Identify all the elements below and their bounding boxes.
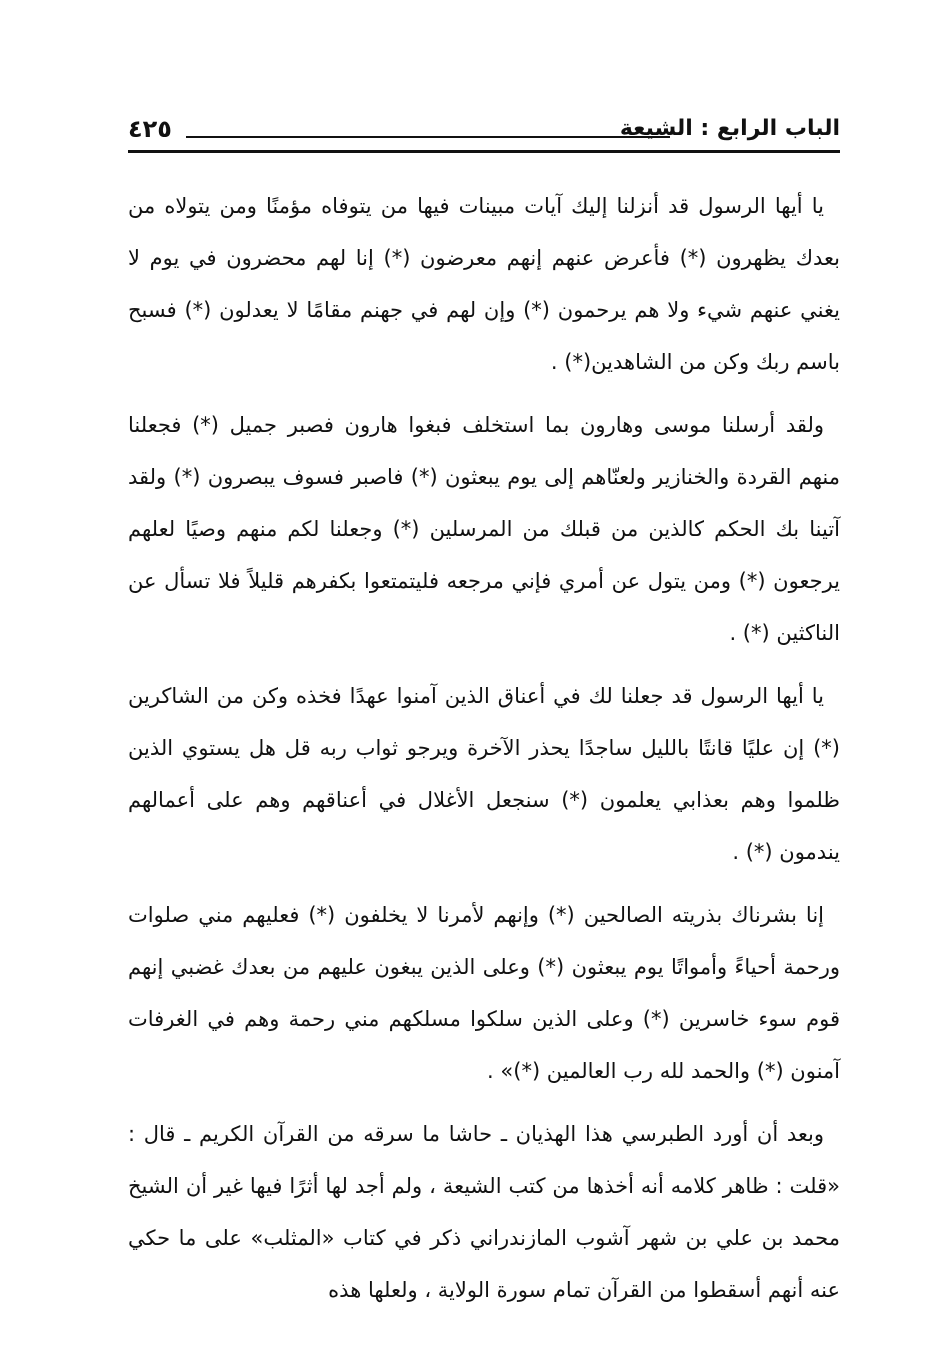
paragraph [128,889,840,1097]
paragraph-text: يا أيها الرسول قد جعلنا لك في أعناق الذين آمنوا عهدًا فخذه وكن من الشاكرين (*) إن عليًا قانتًا بالليل ساجدًا يحذر الآخرة ويرجو ثواب ربه قل هل يستوي الذين ظلموا وهم بعذابي يعلمون (*) سنجعل الأغلال في أعناقهم وهم على أعمالهم يندمون (*) . [128,684,840,864]
paragraph [128,180,840,388]
paragraph-text: وبعد أن أورد الطبرسي هذا الهذيان ـ حاشا ما سرقه من القرآن الكريم ـ قال : «قلت : ظاهر كلامه أنه أخذها من كتب الشيعة ، ولم أجد لها أثرًا فيها غير أن الشيخ محمد بن علي بن شهر آشوب المازندراني ذكر في كتاب «المثلب» على ما حكي عنه أنهم أسقطوا من القرآن تمام سورة الولاية ، ولعلها هذه [128,1122,840,1302]
paragraph [128,670,840,878]
chapter-title: الباب الرابع : الشيعة [619,116,840,141]
paragraph-text: يا أيها الرسول قد أنزلنا إليك آيات مبينات فيها من يتوفاه مؤمنًا ومن يتولاه من بعدك يظهرون (*) فأعرض عنهم إنهم معرضون (*) إنا لهم محضرون في يوم لا يغني عنهم شيء ولا هم يرحمون (*) وإن لهم في جهنم مقامًا لا يعدلون (*) فسبح باسم ربك وكن من الشاهدين(*) . [128,194,840,374]
paragraph-text: ولقد أرسلنا موسى وهارون بما استخلف فبغوا هارون فصبر جميل (*) فجعلنا منهم القردة والخنازير ولعنّاهم إلى يوم يبعثون (*) فاصبر فسوف يبصرون (*) ولقد آتينا بك الحكم كالذين من قبلك من المرسلين (*) وجعلنا لكم منهم وصيًا لعلهم يرجعون (*) ومن يتول عن أمري فإني مرجعه فليتمتعوا بكفرهم قليلاً فلا تسأل عن الناكثين (*) . [128,413,840,645]
body-text [128,180,840,1327]
header-rule [128,150,840,153]
page-number: ٤٢٥ [128,115,172,143]
paragraph [128,399,840,659]
paragraph-text: إنا بشرناك بذريته الصالحين (*) وإنهم لأمرنا لا يخلفون (*) فعليهم مني صلوات ورحمة أحياءً وأمواتًا يوم يبعثون (*) وعلى الذين يبغون عليهم من بعدك غضبي إنهم قوم سوء خاسرين (*) وعلى الذين سلكوا مسلكهم مني رحمة وهم في الغرفات آمنون (*) والحمد لله رب العالمين (*)» . [128,903,840,1083]
header-dash-line [186,136,670,138]
paragraph [128,1108,840,1316]
page-header [128,112,840,152]
